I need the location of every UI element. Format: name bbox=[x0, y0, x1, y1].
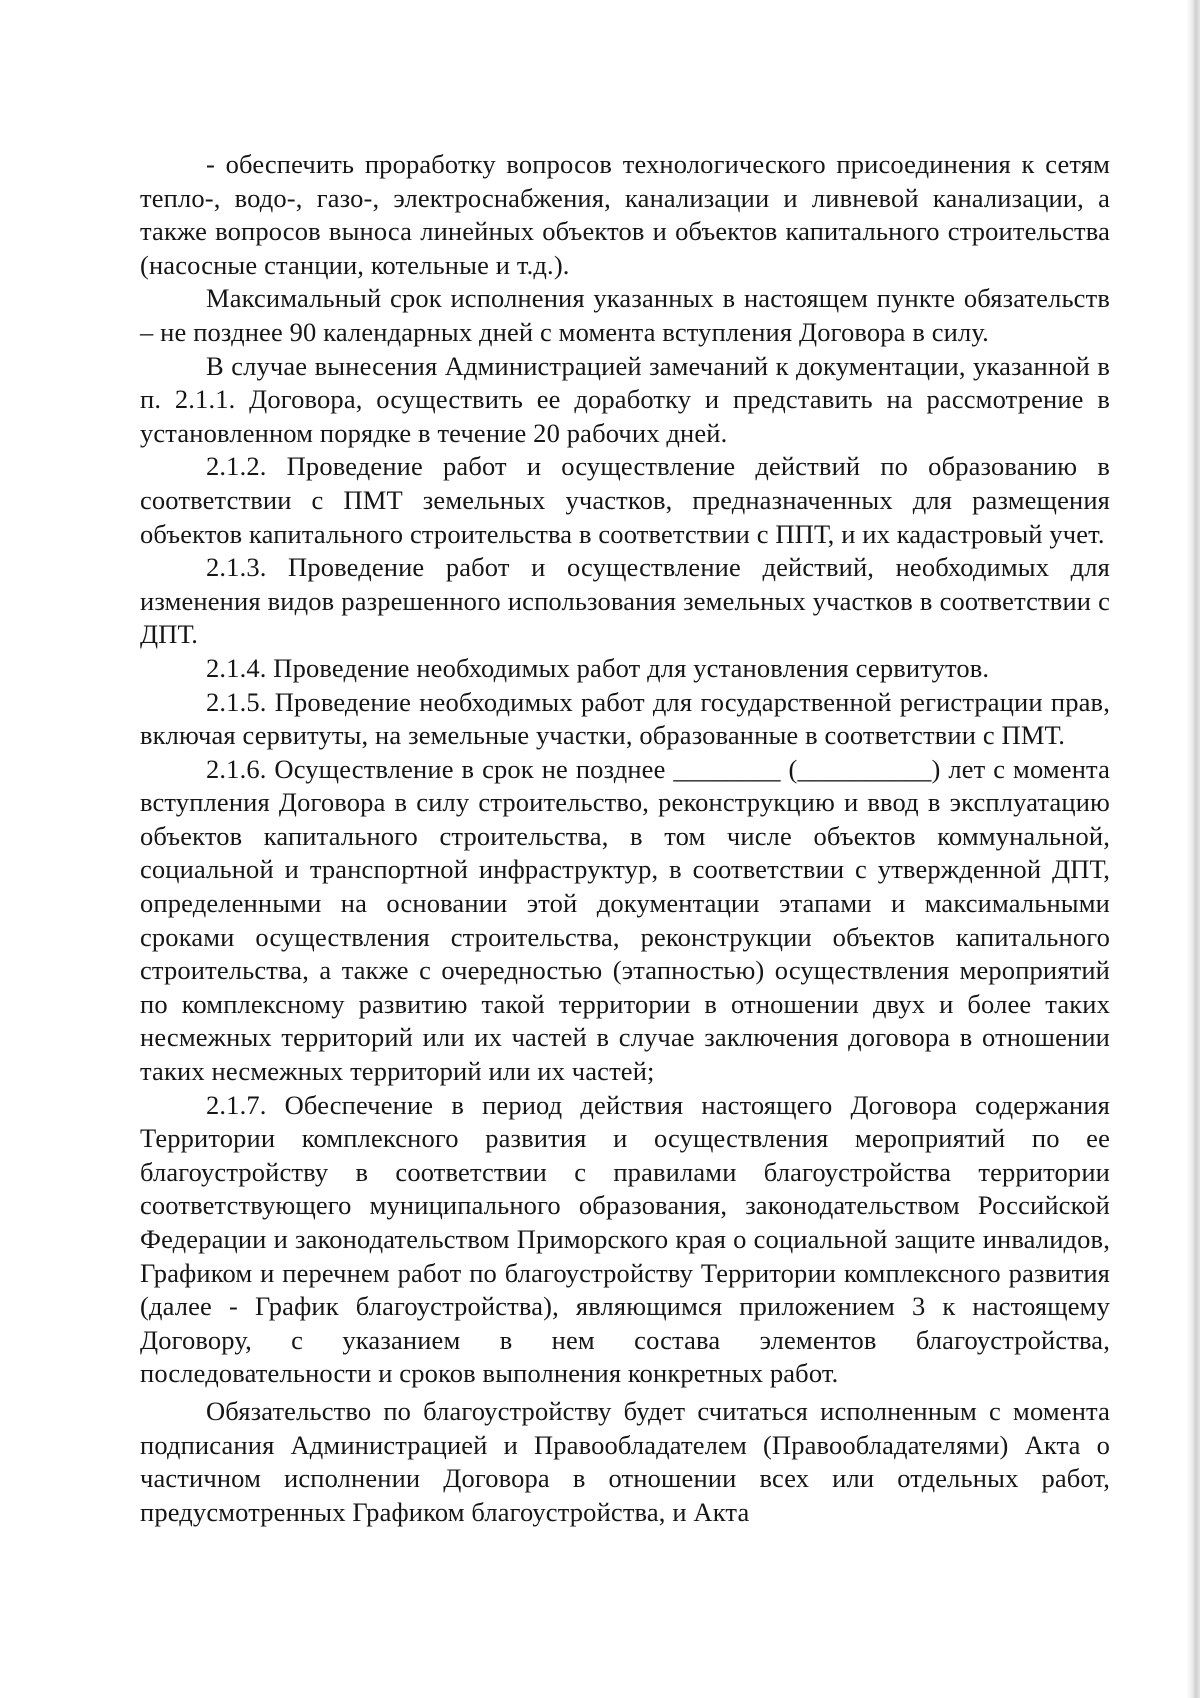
paragraph-obligation-fulfilled: Обязательство по благоустройству будет считаться исполненным с момента подписания Администрацией и Правообладателем (Правообладателями) Акта о частичном исполнении Договора в отношении всех или отдельных работ, предусмотренных Графиком благоустройства, и Акта bbox=[140, 1395, 1110, 1527]
paragraph-2-1-4: 2.1.4. Проведение необходимых работ для установления сервитутов. bbox=[206, 652, 990, 683]
paragraph-max-term: Максимальный срок исполнения указанных в настоящем пункте обязательств – не позднее 90 календарных дней с момента вступления Договора в силу. bbox=[140, 283, 1110, 347]
paragraph-2-1-7: 2.1.7. Обеспечение в период действия настоящего Договора содержания Территории комплексного развития и осуществления мероприятий по ее благоустройству в соответствии с правилами благоустройства территории соответствующего муниципального образования, законодательством Российской Федерации и законодательством Приморского края о социальной защите инвалидов, Графиком и перечнем работ по благоустройству Территории комплексного развития (далее - График благоустройства), являющимся приложением 3 к настоящему Договору, с указанием в нем состава элементов благоустройства, последовательности и сроков выполнения конкретных работ. bbox=[140, 1089, 1110, 1389]
paragraph-2-1-6: 2.1.6. Осуществление в срок не позднее ________ (__________) лет с момента вступления Договора в силу строительство, реконструкцию и ввод в эксплуатацию объектов капитального строительства, в том числе объектов коммунальной, социальной и транспортной инфраструктур, в соответствии с утвержденной ДПТ, определенными на основании этой документации этапами и максимальными сроками осуществления строительства, реконструкции объектов капитального строительства, а также с очередностью (этапностью) осуществления мероприятий по комплексному развитию такой территории в отношении двух и более таких несмежных территорий или их частей в случае заключения договора в отношении таких несмежных территорий или их частей; bbox=[140, 753, 1110, 1087]
paragraph-2-1-3: 2.1.3. Проведение работ и осуществление действий, необходимых для изменения видов разрешенного использования земельных участков в соответствии с ДПТ. bbox=[140, 552, 1110, 650]
paragraph-connection-issues: - обеспечить проработку вопросов технологического присоединения к сетям тепло-, водо-, газо-, электроснабжения, канализации и ливневой канализации, а также вопросов выноса линейных объектов и объектов капитального строительства (насосные станции, котельные и т.д.). bbox=[140, 149, 1110, 280]
paragraph-2-1-2: 2.1.2. Проведение работ и осуществление действий по образованию в соответствии с ПМТ земельных участков, предназначенных для размещения объектов капитального строительства в соответствии с ППТ, и их кадастровый учет. bbox=[140, 451, 1110, 549]
paragraph-2-1-5: 2.1.5. Проведение необходимых работ для государственной регистрации прав, включая сервитуты, на земельные участки, образованные в соответствии с ПМТ. bbox=[140, 686, 1110, 751]
document-body bbox=[140, 148, 1110, 1529]
paragraph-remarks: В случае вынесения Администрацией замечаний к документации, указанной в п. 2.1.1. Договора, осуществить ее доработку и представить на рассмотрение в установленном порядке в течение 20 рабочих дней. bbox=[140, 350, 1110, 448]
scan-edge-shadow bbox=[1186, 0, 1200, 1698]
